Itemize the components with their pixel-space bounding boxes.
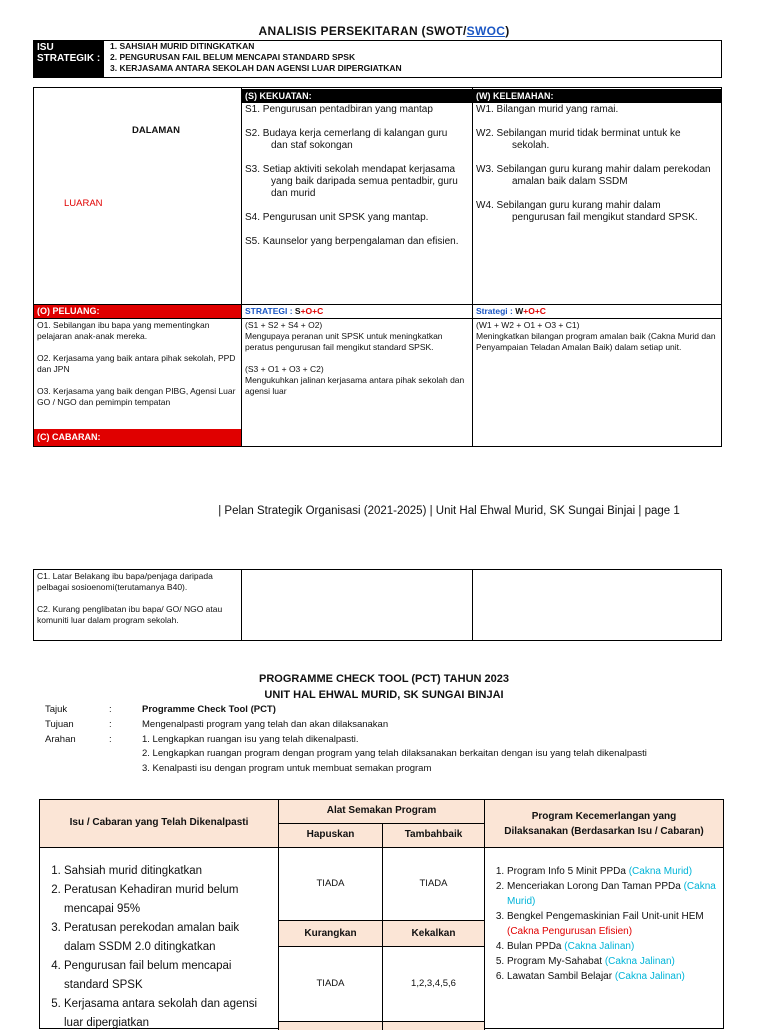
swoc-link[interactable]: SWOC — [466, 24, 506, 38]
meta-value-tujuan: Mengenalpasti program yang telah dan akan dilaksanakan — [142, 719, 389, 730]
isu-item: 1. SAHSIAH MURID DITINGKATKAN — [110, 41, 255, 51]
arahan-step-2: 2. Lengkapkan ruangan program dengan program yang telah dilaksanakan berkaitan dengan isu yang telah dikenalpasti — [142, 748, 647, 759]
kekuatan-header: (S) KEKUATAN: — [242, 89, 472, 103]
col-header-kekalkan: Kekalkan — [411, 928, 456, 939]
list-item: 4. Pengurusan fail belum mencapai standard SPSK — [64, 957, 272, 995]
meta-label-arahan: Arahan — [45, 734, 76, 745]
list-item: 3. Peratusan perekodan amalan baik dalam SSDM 2.0 ditingkatkan — [64, 919, 272, 957]
swot-table — [33, 87, 722, 447]
list-item: 1. Program Info 5 Minit PPDa (Cakna Murid) — [507, 864, 719, 879]
list-item: 5. Kerjasama antara sekolah dan agensi luar dipergiatkan — [64, 995, 272, 1033]
isu-item: 3. KERJASAMA ANTARA SEKOLAH DAN AGENSI LUAR DIPERGIATKAN — [110, 63, 402, 73]
pct-title: PROGRAMME CHECK TOOL (PCT) TAHUN 2023 — [259, 673, 509, 685]
pct-table — [39, 799, 724, 1029]
dalaman-label: DALAMAN — [132, 125, 181, 136]
col-header-program: Program Kecemerlangan yang Dilaksanakan (Berdasarkan Isu / Cabaran) — [504, 811, 704, 837]
challenges-table — [33, 569, 722, 641]
list-item: 3. Bengkel Pengemaskinian Fail Unit-unit HEM (Cakna Pengurusan Efisien) — [507, 909, 719, 939]
hapuskan-value: TIADA — [316, 878, 345, 889]
kekalkan-value: 1,2,3,4,5,6 — [411, 978, 456, 989]
meta-value-arahan: 1. Lengkapkan ruangan isu yang telah dikenalpasti. — [142, 734, 359, 745]
strategy-so-text: (S1 + S2 + S4 + O2) Mengupaya peranan unit SPSK untuk meningkatkan peratus pengurusan fail mengikut standard SPSK. (S3 + O1 + O3 + C2) Mengukuhkan jalinan kerjasama antara pihak sekolah dan agensi luar — [245, 320, 465, 396]
arahan-step-3: 3. Kenalpasti isu dengan program untuk membuat semakan program — [142, 763, 432, 774]
programs-list — [489, 864, 719, 984]
list-item: 5. Program My-Sahabat (Cakna Jalinan) — [507, 954, 719, 969]
peluang-header: (O) PELUANG: — [34, 305, 241, 318]
kelemahan-header: (W) KELEMAHAN: — [473, 89, 721, 103]
pct-subtitle: UNIT HAL EHWAL MURID, SK SUNGAI BINJAI — [264, 689, 504, 701]
col-header-hapuskan: Hapuskan — [306, 829, 355, 840]
strategy-so-label: STRATEGI : S+O+C — [245, 306, 324, 316]
isu-strategik-list — [110, 41, 402, 74]
list-item: 1. Sahsiah murid ditingkatkan — [64, 862, 272, 881]
meta-label-tajuk: Tajuk — [45, 704, 68, 715]
list-item: 6. Lawatan Sambil Belajar (Cakna Jalinan) — [507, 969, 719, 984]
col-header-tambahbaik: Tambahbaik — [404, 829, 463, 840]
opportunities-list: O1. Sebilangan ibu bapa yang mementingkan pelajaran anak-anak mereka. O2. Kerjasama yang baik antara pihak sekolah, PPD dan JPN O3. Kerjasama yang baik dengan PIBG, Agensi Luar GO / NGO dan pemimpin tempatan — [37, 320, 236, 407]
isu-strategik-box — [33, 40, 722, 78]
meta-value-tajuk: Programme Check Tool (PCT) — [142, 704, 276, 715]
challenges-list: C1. Latar Belakang ibu bapa/penjaga daripada pelbagai sosioenomi(terutamanya B40). C2. Kurang penglibatan ibu bapa/ GO/ NGO atau komuniti luar dalam program sekolah. — [37, 571, 223, 625]
cabaran-header: (C) CABARAN: — [34, 429, 241, 446]
page-footer: | Pelan Strategik Organisasi (2021-2025) | Unit Hal Ehwal Murid, SK Sungai Binjai | page 1 — [218, 505, 680, 517]
kurangkan-value: TIADA — [316, 978, 345, 989]
col-header-kurangkan: Kurangkan — [304, 928, 357, 939]
list-item: 2. Menceriakan Lorong Dan Taman PPDa (Cakna Murid) — [507, 879, 719, 909]
meta-label-tujuan: Tujuan — [45, 719, 74, 730]
strengths-list: S1. Pengurusan pentadbiran yang mantap S2. Budaya kerja cemerlang di kalangan guru dan staf sokongan S3. Setiap aktiviti sekolah mendapat kerjasama yang baik daripada semua pentadbir, guru dan murid S4. Pengurusan unit SPSK yang mantap. S5. Kaunselor yang berpengalaman dan efisien. — [245, 104, 459, 247]
weaknesses-list: W1. Bilangan murid yang ramai. W2. Sebilangan murid tidak berminat untuk ke sekolah. W3. Sebilangan guru kurang mahir dalam perekodan amalan baik dalam SSDM W4. Sebilangan guru kurang mahir dalam pengurusan fail mengikut standard SPSK. — [476, 104, 711, 223]
isu-item: 2. PENGURUSAN FAIL BELUM MENCAPAI STANDARD SPSK — [110, 52, 356, 62]
list-item: 4. Bulan PPDa (Cakna Jalinan) — [507, 939, 719, 954]
tambahbaik-value: TIADA — [419, 878, 448, 889]
isu-strategik-label: ISU STRATEGIK : — [34, 41, 104, 77]
list-item: 2. Peratusan Kehadiran murid belum mencapai 95% — [64, 881, 272, 919]
luaran-label: LUARAN — [64, 198, 103, 209]
strategy-wo-label: Strategi : W+O+C — [476, 306, 546, 316]
issues-list — [44, 862, 272, 1033]
strategy-wo-text: (W1 + W2 + O1 + O3 + C1) Meningkatkan bilangan program amalan baik (Cakna Murid dan Penyampaian Teladan Amalan Baik) dalam setiap unit. — [476, 320, 716, 352]
col-header-isu: Isu / Cabaran yang Telah Dikenalpasti — [69, 817, 249, 828]
swot-title: ANALISIS PERSEKITARAN (SWOT/SWOC) — [258, 24, 510, 38]
col-header-alat: Alat Semakan Program — [326, 805, 437, 816]
